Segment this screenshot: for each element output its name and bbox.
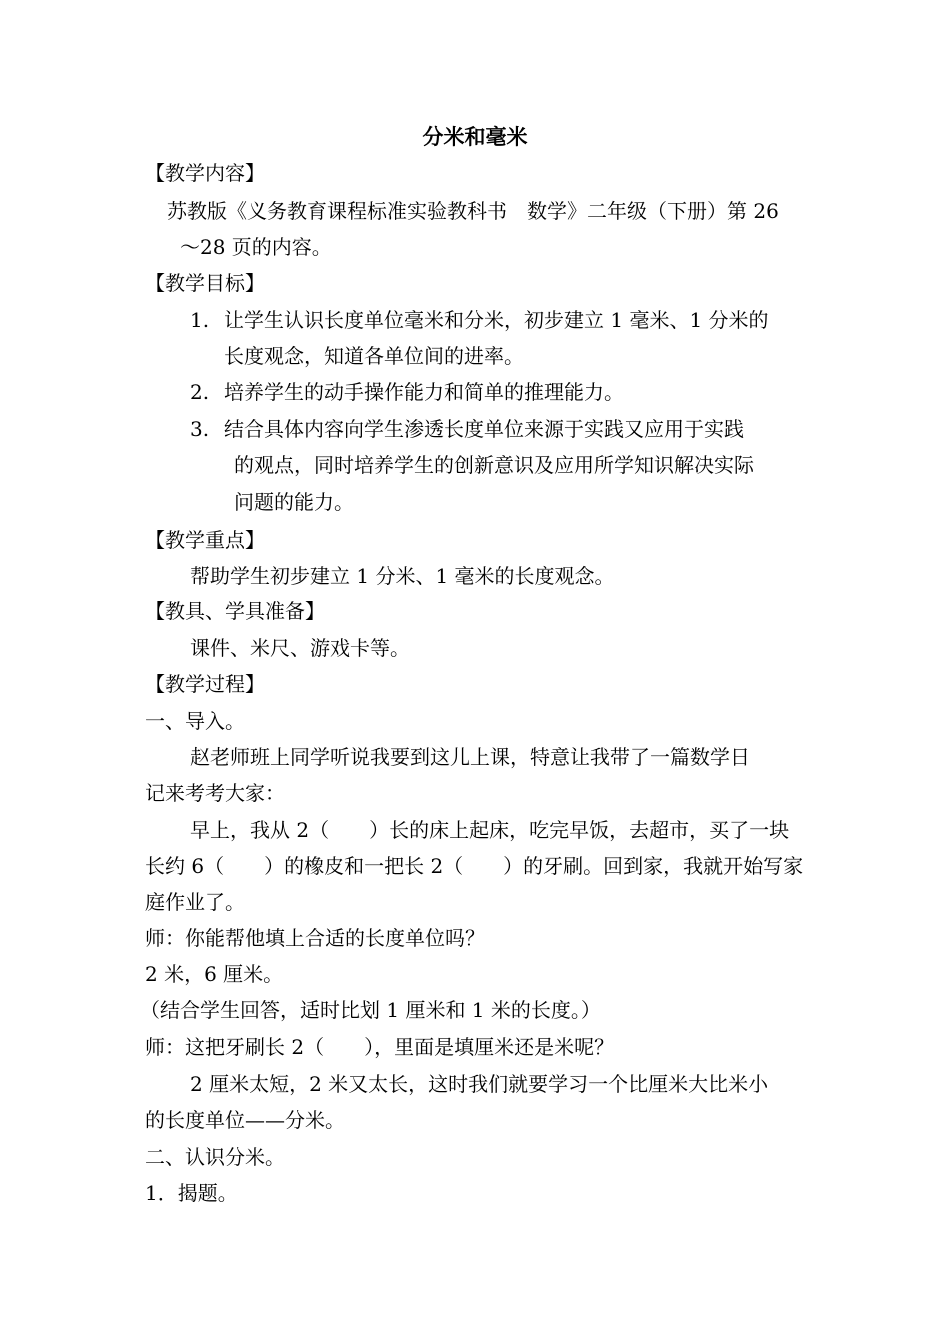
goal-number: 1. [190, 308, 210, 332]
section-heading-goals: 【教学目标】 [145, 271, 265, 295]
section-heading-tools: 【教具、学具准备】 [145, 599, 325, 623]
section-heading-content: 【教学内容】 [145, 161, 265, 185]
page-title: 分米和毫米 [422, 124, 528, 149]
dialog-line: 2 米，6 厘米。 [145, 962, 284, 986]
section-heading-process: 【教学过程】 [145, 672, 265, 696]
goal-text-line: 问题的能力。 [234, 490, 354, 514]
section-heading-focus: 【教学重点】 [145, 528, 265, 552]
dialog-line: （结合学生回答，适时比划 1 厘米和 1 米的长度。） [140, 998, 601, 1022]
tools-text: 课件、米尺、游戏卡等。 [190, 636, 410, 660]
step-heading: 二、认识分米。 [145, 1145, 285, 1169]
goal-text-line: 让学生认识长度单位毫米和分米，初步建立 1 毫米、1 分米的 [224, 308, 769, 332]
goal-text-line: 培养学生的动手操作能力和简单的推理能力。 [224, 380, 624, 404]
paragraph-line: 赵老师班上同学听说我要到这儿上课，特意让我带了一篇数学日 [190, 745, 750, 769]
paragraph-line: 庭作业了。 [145, 890, 245, 914]
paragraph-line: 早上，我从 2（ ）长的床上起床，吃完早饭，去超市，买了一块 [190, 818, 790, 842]
paragraph-line: 长约 6（ ）的橡皮和一把长 2（ ）的牙刷。回到家，我就开始写家 [145, 854, 804, 878]
paragraph-line: 2 厘米太短，2 米又太长，这时我们就要学习一个比厘米大比米小 [190, 1072, 769, 1096]
content-text-line: ～28 页的内容。 [180, 235, 332, 259]
focus-text: 帮助学生初步建立 1 分米、1 毫米的长度观念。 [190, 564, 615, 588]
dialog-line: 师：这把牙刷长 2（ ），里面是填厘米还是米呢？ [145, 1035, 615, 1059]
goal-number: 3. [190, 417, 210, 441]
goal-text-line: 结合具体内容向学生渗透长度单位来源于实践又应用于实践 [224, 417, 744, 441]
step-heading: 一、导入。 [145, 709, 245, 733]
content-text-line: 苏教版《义务教育课程标准实验教科书 数学》二年级（下册）第 26 [167, 199, 779, 223]
goal-text-line: 的观点，同时培养学生的创新意识及应用所学知识解决实际 [234, 453, 754, 477]
step-subheading: 1．揭题。 [145, 1181, 238, 1205]
goal-number: 2. [190, 380, 210, 404]
dialog-line: 师：你能帮他填上合适的长度单位吗？ [145, 926, 485, 950]
paragraph-line: 的长度单位——分米。 [145, 1108, 345, 1132]
goal-text-line: 长度观念，知道各单位间的进率。 [224, 344, 524, 368]
paragraph-line: 记来考考大家： [145, 781, 285, 805]
